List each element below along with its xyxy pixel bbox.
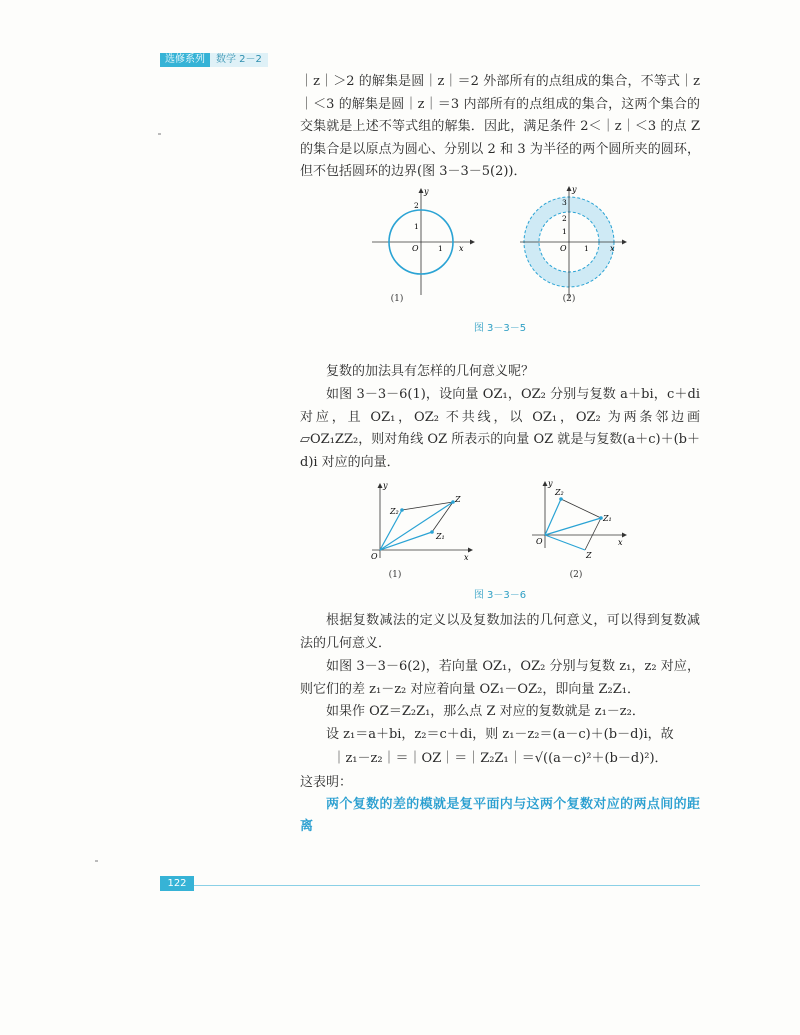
point-label: Z: [455, 495, 461, 504]
paragraph-addition-question: 复数的加法具有怎样的几何意义呢？: [326, 364, 535, 379]
paragraph-annulus: ｜z｜＞2 的解集是圆｜z｜＝2 外部所有的点组成的集合，不等式｜z｜＜3 的解集是圆｜z｜＝3 内部所有的点组成的集合，这两个集合的交集就是上述不等式组的解集．因此，满足条件 2＜｜z｜＜3 的点 Z 的集合是以原点为圆心、分别以 2 和 3 为半径的两个圆所夹的圆环，但不包括圆环的边界(图 3－3－5(2))．: [300, 74, 700, 179]
tick-label: 2: [562, 214, 567, 223]
paragraph-subtraction-intro: 根据复数减法的定义以及复数加法的几何意义，可以得到复数减法的几何意义．: [300, 613, 700, 651]
origin-label: O: [560, 244, 567, 253]
footer-rule: [194, 885, 700, 886]
series-label: 选修系列: [160, 53, 210, 67]
axis-x-label: x: [459, 244, 464, 253]
tick-label: 1: [562, 227, 567, 236]
paragraph-subtraction-geometry: 如图 3－3－6(2)，若向量 OZ₁，OZ₂ 分别与复数 z₁，z₂ 对应，则它们的差 z₁－z₂ 对应着向量 OZ₁－OZ₂，即向量 Z₂Z₁．: [300, 659, 700, 697]
paragraph-addition-geometry: 如图 3－3－6(1)，设向量 OZ₁，OZ₂ 分别与复数 a＋bi，c＋di 对应，且 OZ₁，OZ₂ 不共线，以 OZ₁，OZ₂ 为两条邻边画 ▱OZ₁ZZ₂，则对角线 OZ 所表示的向量 OZ 就是与复数(a＋c)＋(b＋d)i 对应的向量．: [300, 387, 700, 470]
paragraph-this-shows: 这表明：: [300, 775, 353, 790]
tick-label: 1: [438, 244, 443, 253]
tick-label: 1: [414, 222, 419, 231]
axis-y-label: y: [548, 479, 553, 488]
tick-label: 3: [562, 198, 567, 207]
margin-mark: [158, 133, 161, 135]
origin-label: O: [536, 537, 543, 546]
figure-circle-radius-2: [372, 187, 475, 295]
figure-sub-label: (1): [388, 570, 402, 580]
axis-x-label: x: [610, 244, 615, 253]
series-header: [160, 53, 268, 67]
figure-3-3-6: [360, 478, 650, 578]
paragraph-let-z1-z2: 设 z₁＝a＋bi，z₂＝c＋di，则 z₁－z₂＝(a－c)＋(b－d)i，故: [326, 727, 674, 742]
axis-x-label: x: [464, 553, 469, 562]
figure-caption: 图 3－3－5: [473, 323, 527, 334]
page-number: 122: [160, 876, 194, 891]
figure-sub-label: (2): [569, 570, 583, 580]
figure-annulus: [520, 185, 627, 298]
tick-label: 1: [584, 244, 589, 253]
point-label: Z: [586, 551, 592, 560]
tick-label: 2: [414, 201, 419, 210]
point-label: Z₂: [390, 507, 399, 516]
figure-vector-addition: [371, 481, 473, 562]
figure-sub-label: (1): [390, 294, 404, 304]
book-label: 数学 2－2: [210, 53, 268, 67]
point-label: Z₁: [436, 532, 445, 541]
origin-label: O: [371, 552, 378, 561]
axis-y-label: y: [424, 187, 429, 196]
point-label: Z₂: [555, 488, 564, 497]
axis-y-label: y: [383, 481, 388, 490]
highlighted-conclusion: 两个复数的差的模就是复平面内与这两个复数对应的两点间的距离: [300, 797, 700, 834]
axis-x-label: x: [618, 538, 623, 547]
figure-vector-subtraction: [532, 479, 627, 560]
axis-y-label: y: [572, 185, 577, 194]
figure-sub-label: (2): [562, 294, 576, 304]
paragraph-construct-oz: 如果作 OZ＝Z₂Z₁，那么点 Z 对应的复数就是 z₁－z₂．: [326, 704, 645, 719]
figure-caption: 图 3－3－6: [473, 590, 527, 601]
origin-label: O: [412, 244, 419, 253]
distance-formula: ｜z₁－z₂｜＝｜OZ｜＝｜Z₂Z₁｜＝√((a－c)²＋(b－d)²)．: [332, 751, 668, 766]
margin-mark: [95, 860, 98, 862]
point-label: Z₁: [603, 514, 612, 523]
